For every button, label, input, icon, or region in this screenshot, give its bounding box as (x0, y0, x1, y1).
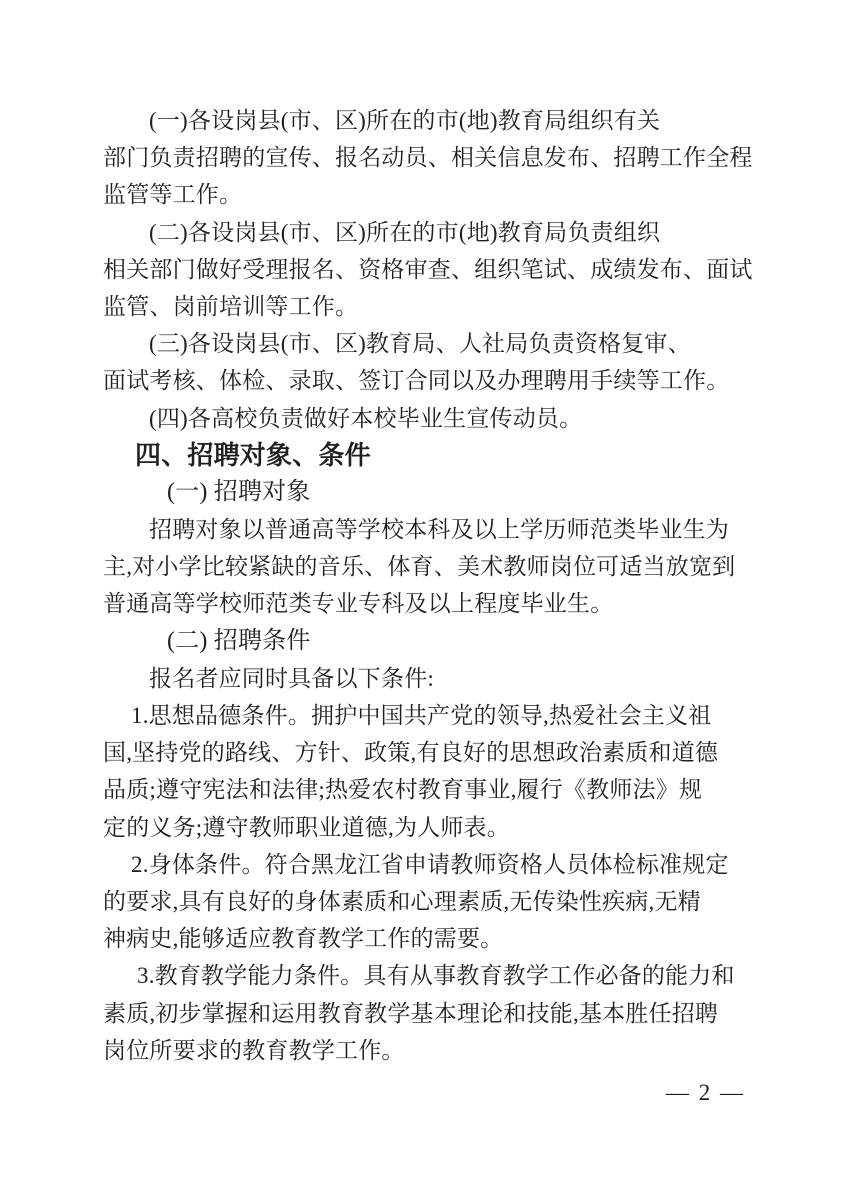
text-line: 3.教育教学能力条件。具有从事教育教学工作必备的能力和 (137, 963, 735, 989)
text-line: 国,坚持党的路线、方针、政策,有良好的思想政治素质和道德 (103, 740, 719, 766)
text-line: 招聘对象以普通高等学校本科及以上学历师范类毕业生为 (149, 517, 729, 543)
text-line: 部门负责招聘的宣传、报名动员、相关信息发布、招聘工作全程 (103, 145, 753, 171)
text-line: 1.思想品德条件。拥护中国共产党的领导,热爱社会主义祖 (131, 703, 712, 728)
text-line: 面试考核、体检、录取、签订合同以及办理聘用手续等工作。 (103, 368, 730, 394)
text-line: 相关部门做好受理报名、资格审查、组织笔试、成绩发布、面试 (103, 256, 753, 282)
text-line: 定的义务;遵守教师职业道德,为人师表。 (103, 814, 510, 840)
text-line: (四)各高校负责做好本校毕业生宣传动员。 (149, 405, 583, 431)
text-line: 岗位所要求的教育教学工作。 (103, 1037, 405, 1063)
text-line: 2.身体条件。符合黑龙江省申请教师资格人员体检标准规定 (131, 851, 729, 877)
text-line: (三)各设岗县(市、区)教育局、人社局负责资格复审、 (149, 331, 691, 357)
text-line: 报名者应同时具备以下条件: (149, 665, 434, 691)
text-line: (一)各设岗县(市、区)所在的市(地)教育局组织有关 (149, 108, 661, 133)
document-content (103, 102, 753, 1069)
text-line: 监管等工作。 (103, 182, 243, 208)
subsection-heading: (二) 招聘条件 (167, 627, 311, 654)
text-line: (二)各设岗县(市、区)所在的市(地)教育局负责组织 (149, 219, 661, 245)
text-line: 素质,初步掌握和运用教育教学基本理论和技能,基本胜任招聘 (103, 1000, 719, 1026)
text-line: 主,对小学比较紧缺的音乐、体育、美术教师岗位可适当放宽到 (103, 554, 736, 580)
text-line: 的要求,具有良好的身体素质和心理素质,无传染性疾病,无精 (103, 888, 701, 914)
section-heading: 四、招聘对象、条件 (135, 439, 371, 470)
text-line: 品质;遵守宪法和法律;热爱农村教育事业,履行《教师法》规 (103, 777, 703, 803)
page-number: — 2 — (666, 1080, 745, 1105)
text-line: 监管、岗前培训等工作。 (103, 293, 359, 319)
text-line: 神病史,能够适应教育教学工作的需要。 (103, 926, 504, 952)
subsection-heading: (一) 招聘对象 (167, 478, 311, 505)
text-line: 普通高等学校师范类专业专科及以上程度毕业生。 (103, 591, 614, 617)
